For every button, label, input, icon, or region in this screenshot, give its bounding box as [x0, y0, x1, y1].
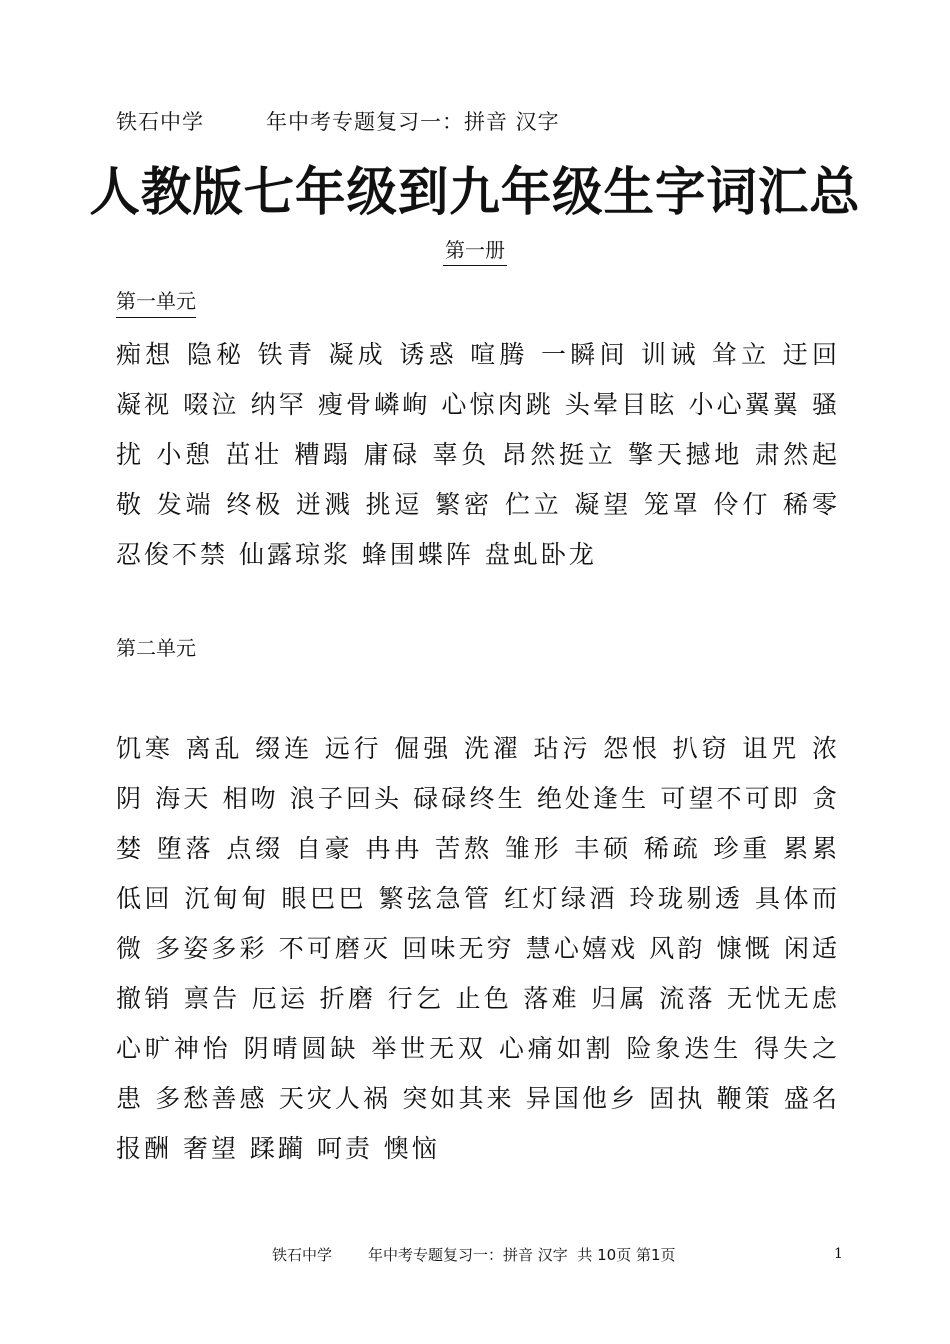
- unit1-words: 痴想 隐秘 铁青 凝成 诱惑 喧腾 一瞬间 训诫 耸立 迂回 凝视 啜泣 纳罕 瘦骨嶙峋 心惊肉跳 头晕目眩 小心翼翼 骚扰 小憩 茁壮 糟蹋 庸碌 辜负 昂然挺立 擎天撼地 肃然起敬 发端 终极 迸溅 挑逗 繁密 伫立 凝望 笼罩 伶仃 稀零 忍俊不禁 仙露琼浆 蜂围蝶阵 盘虬卧龙: [116, 340, 840, 569]
- unit2-words: 饥寒 离乱 缀连 远行 倔强 洗濯 玷污 怨恨 扒窃 诅咒 浓阴 海天 相吻 浪子回头 碌碌终生 绝处逢生 可望不可即 贪婪 堕落 点缀 自豪 冉冉 苦熬 雏形 丰硕 稀疏 珍重 累累 低回 沉甸甸 眼巴巴 繁弦急管 红灯绿酒 玲珑剔透 具体而微 多姿多彩 不可磨灭 回味无穷 慧心嬉戏 风韵 慷慨 闲适 撤销 禀告 厄运 折磨 行乞 止色 落难 归属 流落 无忧无虑 心旷神怡 阴晴圆缺 举世无双 心痛如割 险象迭生 得失之患 多愁善感 天灾人祸 突如其来 异国他乡 固执 鞭策 盛名 报酬 奢望 蹂躏 呵责 懊恼: [116, 734, 840, 1163]
- unit2-label: 第二单元: [116, 636, 196, 660]
- book-label: 第一册: [443, 234, 507, 266]
- unit1-heading: [116, 285, 196, 318]
- page-number: 1: [834, 1246, 843, 1262]
- page-footer: [272, 1244, 676, 1265]
- footer-school: 铁石中学: [272, 1246, 333, 1264]
- page-title: 人教版七年级到九年级生字词汇总: [89, 163, 861, 223]
- page-header: [116, 106, 560, 136]
- unit2-heading: [116, 632, 196, 661]
- header-school: 铁石中学: [116, 110, 204, 134]
- header-subject: 年中考专题复习一：拼音 汉字: [266, 110, 560, 134]
- unit1-label: 第一单元: [116, 285, 196, 318]
- footer-pages: 共 10页 第1页: [577, 1246, 676, 1264]
- footer-subject: 年中考专题复习一：拼音 汉字: [368, 1246, 568, 1264]
- book-heading: [0, 234, 950, 266]
